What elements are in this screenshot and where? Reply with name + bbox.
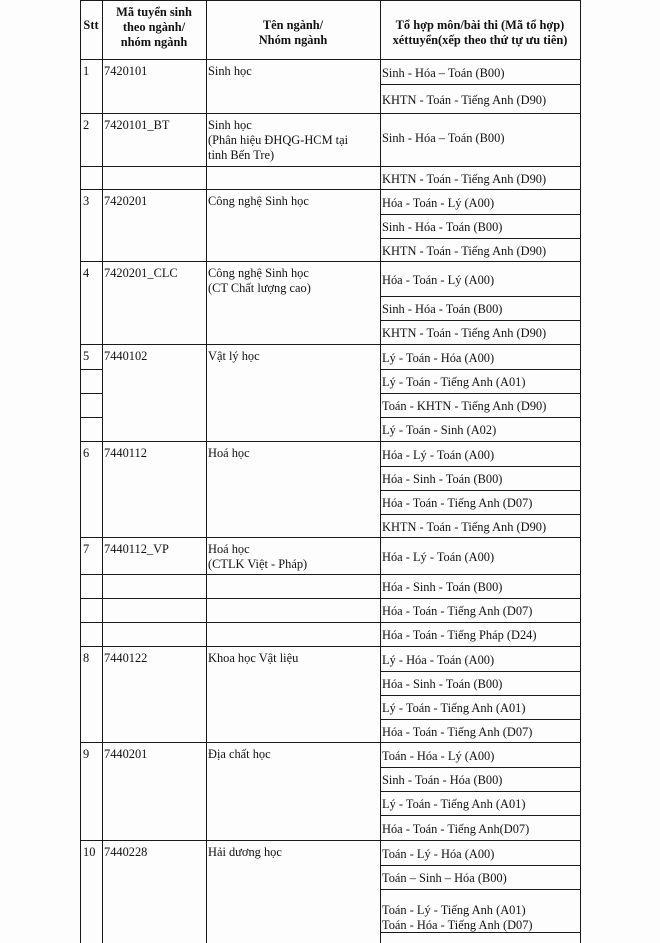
row-code: 7440112 <box>104 446 147 460</box>
combo-separator <box>380 671 581 672</box>
row-name: Hoá học (CTLK Việt - Pháp) <box>208 542 308 571</box>
row-code: 7420101 <box>104 64 148 78</box>
row-split <box>80 622 102 623</box>
row-split <box>80 369 102 370</box>
row-stt: 2 <box>83 118 90 132</box>
combo-separator <box>380 238 581 239</box>
combo-separator <box>380 767 581 768</box>
combo-separator <box>380 441 581 442</box>
row-name: Hoá học <box>208 446 250 460</box>
row-code: 7440122 <box>104 651 148 665</box>
row-separator <box>80 261 380 262</box>
table-border-top <box>80 0 581 1</box>
row-combo: Lý - Toán - Tiếng Anh (A01) <box>382 701 526 715</box>
table-border-vertical <box>80 0 81 943</box>
combo-separator <box>380 598 581 599</box>
row-code: 7420201_CLC <box>104 266 178 280</box>
combo-separator <box>380 695 581 696</box>
combo-separator <box>380 417 581 418</box>
row-combo: Lý - Toán - Sinh (A02) <box>382 423 497 437</box>
row-stt: 8 <box>83 651 90 665</box>
row-code: 7420201 <box>104 194 148 208</box>
combo-separator <box>380 865 581 866</box>
row-combo: Hóa - Sinh - Toán (B00) <box>382 472 503 486</box>
row-separator <box>80 742 380 743</box>
row-combo: Hóa - Sinh - Toán (B00) <box>382 677 503 691</box>
row-combo: Hóa - Toán - Tiếng Anh (D07) <box>382 496 533 510</box>
row-combo: KHTN - Toán - Tiếng Anh (D90) <box>382 520 547 534</box>
header-name: Tên ngành/ Nhóm ngành <box>258 18 328 47</box>
row-combo: Sinh - Hóa – Toán (B00) <box>382 66 505 80</box>
row-combo: Sinh - Hóa – Toán (B00) <box>382 131 505 145</box>
combo-separator <box>380 932 581 933</box>
row-split <box>80 393 102 394</box>
row-combo: Hóa - Toán - Tiếng Anh (D07) <box>382 725 533 739</box>
row-separator <box>80 189 380 190</box>
row-separator <box>80 646 380 647</box>
row-code: 7440112_VP <box>104 542 169 556</box>
row-combo: KHTN - Toán - Tiếng Anh (D90) <box>382 326 547 340</box>
row-name: Sinh học <box>208 64 252 78</box>
row-combo: Hóa - Toán - Tiếng Anh(D07) <box>382 822 530 836</box>
row-stt: 1 <box>83 64 90 78</box>
combo-separator <box>380 742 581 743</box>
row-code: 7420101_BT <box>104 118 170 132</box>
row-combo: Hóa - Toán - Tiếng Anh (D07) <box>382 604 533 618</box>
row-split <box>80 166 380 167</box>
row-combo: Toán - Hóa - Tiếng Anh (D07) <box>382 918 533 932</box>
row-separator <box>80 344 380 345</box>
row-separator <box>80 840 380 841</box>
combo-separator <box>380 815 581 816</box>
combo-separator <box>380 514 581 515</box>
combo-separator <box>380 393 581 394</box>
combo-separator <box>380 622 581 623</box>
row-separator <box>80 537 380 538</box>
row-stt: 9 <box>83 747 90 761</box>
row-combo: Sinh - Hóa - Toán (B00) <box>382 302 503 316</box>
row-split <box>102 598 380 599</box>
row-combo: KHTN - Toán - Tiếng Anh (D90) <box>382 93 547 107</box>
row-split <box>102 622 380 623</box>
header-stt: Stt <box>83 18 99 32</box>
row-stt: 10 <box>83 845 96 859</box>
row-combo: Lý - Toán - Tiếng Anh (A01) <box>382 375 526 389</box>
combo-separator <box>380 537 581 538</box>
row-code: 7440102 <box>104 349 148 363</box>
table-border-vertical <box>206 0 207 943</box>
row-combo: Sinh - Hóa - Toán (B00) <box>382 220 503 234</box>
combo-separator <box>380 574 581 575</box>
combo-separator <box>380 369 581 370</box>
table-border-vertical <box>380 0 381 943</box>
row-name: Vật lý học <box>208 349 260 363</box>
combo-separator <box>380 320 581 321</box>
row-split <box>80 574 102 575</box>
combo-separator <box>380 84 581 85</box>
row-combo: Lý - Hóa - Toán (A00) <box>382 653 495 667</box>
row-separator <box>80 441 380 442</box>
combo-separator <box>380 719 581 720</box>
row-name: Sinh học (Phân hiệu ĐHQG-HCM tại tỉnh Bến Tre) <box>208 118 349 162</box>
table-border-vertical <box>102 0 103 943</box>
row-split <box>80 417 102 418</box>
combo-separator <box>380 646 581 647</box>
row-code: 7440201 <box>104 747 148 761</box>
combo-separator <box>380 166 581 167</box>
combo-separator <box>380 344 581 345</box>
header-code: Mã tuyển sinh theo ngành/ nhóm ngành <box>116 5 192 49</box>
combo-separator <box>380 296 581 297</box>
row-stt: 7 <box>83 542 90 556</box>
row-stt: 6 <box>83 446 90 460</box>
row-combo: Hóa - Toán - Lý (A00) <box>382 273 495 287</box>
combo-separator <box>380 490 581 491</box>
table-border-vertical <box>580 0 581 943</box>
header-separator <box>80 59 581 60</box>
combo-separator <box>380 840 581 841</box>
combo-separator <box>380 113 581 114</box>
row-code: 7440228 <box>104 845 148 859</box>
row-combo: Toán – Sinh – Hóa (B00) <box>382 871 507 885</box>
row-stt: 3 <box>83 194 90 208</box>
row-name: Địa chất học <box>208 747 271 761</box>
row-name: Khoa học Vật liệu <box>208 651 299 665</box>
combo-separator <box>380 889 581 890</box>
row-combo: Hóa - Sinh - Toán (B00) <box>382 580 503 594</box>
row-combo: Toán - Lý - Hóa (A00) <box>382 847 495 861</box>
row-combo: Sinh - Toán - Hóa (B00) <box>382 773 503 787</box>
combo-separator <box>380 791 581 792</box>
row-combo: Toán - KHTN - Tiếng Anh (D90) <box>382 399 547 413</box>
row-name: Hải dương học <box>208 845 282 859</box>
row-combo: Hóa - Lý - Toán (A00) <box>382 448 495 462</box>
row-combo: Lý - Toán - Tiếng Anh (A01) <box>382 797 526 811</box>
row-stt: 5 <box>83 349 90 363</box>
combo-separator <box>380 214 581 215</box>
header-combo: Tổ hợp môn/bài thi (Mã tổ hợp) xéttuyển(xếp theo thứ tự ưu tiên) <box>392 18 568 47</box>
row-split <box>80 598 102 599</box>
row-split <box>102 574 380 575</box>
row-combo: Lý - Toán - Hóa (A00) <box>382 351 495 365</box>
row-combo: Hóa - Toán - Lý (A00) <box>382 196 495 210</box>
combo-separator <box>380 466 581 467</box>
row-combo: KHTN - Toán - Tiếng Anh (D90) <box>382 172 547 186</box>
row-combo: Toán - Lý - Tiếng Anh (A01) <box>382 903 526 917</box>
row-name: Công nghệ Sinh học (CT Chất lượng cao) <box>208 266 311 295</box>
row-stt: 4 <box>83 266 90 280</box>
row-combo: Hóa - Toán - Tiếng Pháp (D24) <box>382 628 537 642</box>
row-combo: Toán - Hóa - Lý (A00) <box>382 749 495 763</box>
row-combo: Hóa - Lý - Toán (A00) <box>382 550 495 564</box>
row-separator <box>80 113 380 114</box>
combo-separator <box>380 261 581 262</box>
combo-separator <box>380 189 581 190</box>
row-combo: KHTN - Toán - Tiếng Anh (D90) <box>382 244 547 258</box>
row-name: Công nghệ Sinh học <box>208 194 309 208</box>
